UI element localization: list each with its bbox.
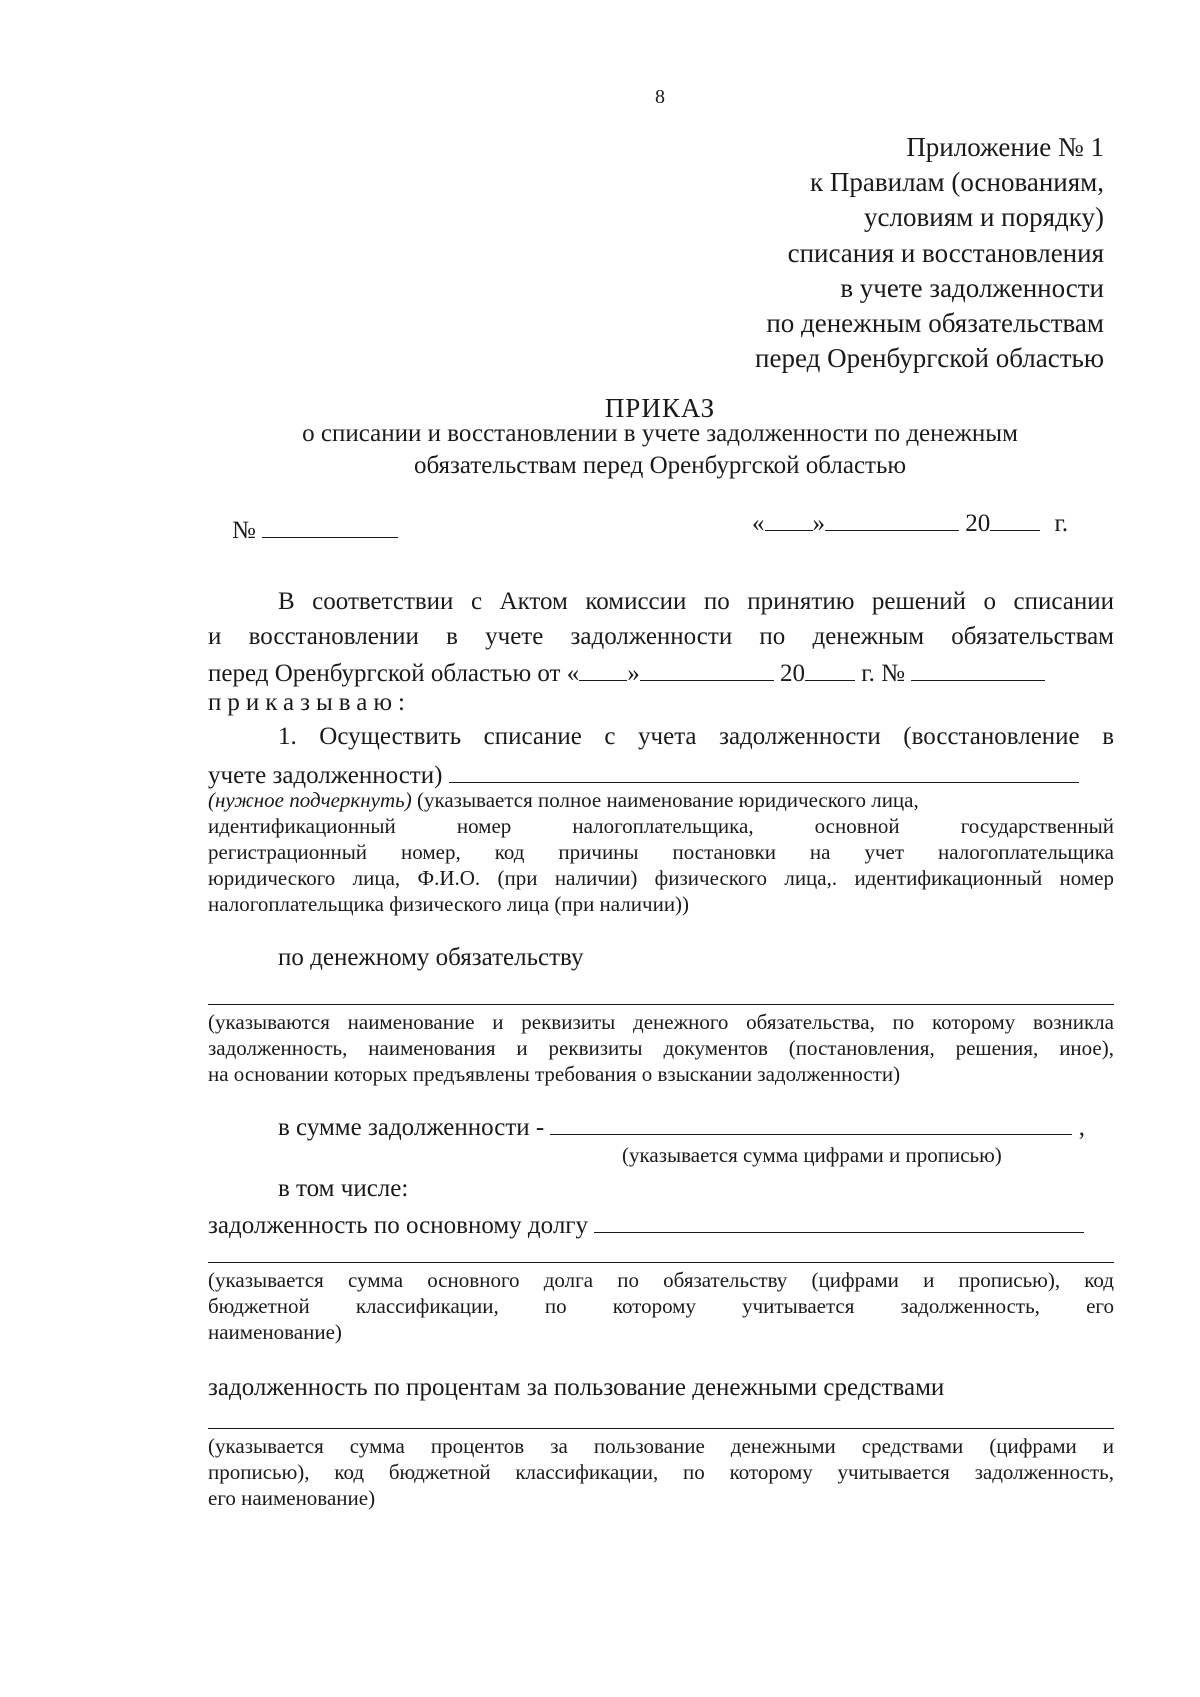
subtitle-line: обязательствам перед Оренбургской областью [413,452,907,479]
appendix-line: по денежным обязательствам [766,308,1104,339]
note-2-line: (указываются наименование и реквизиты денежного обязательства, по которому возникла [208,1010,1114,1034]
item-1-line [208,757,1079,790]
sum-line [278,1109,1085,1142]
appendix-line: списания и восстановления [787,237,1104,268]
note-4-line: (указывается сумма процентов за пользование денежными средствами (цифрами и [208,1434,1114,1458]
obligation-blank[interactable] [208,1004,1114,1005]
appendix-line: к Правилам (основаниям, [810,167,1104,198]
obligation-label: по денежному обязательству [278,944,584,971]
order-number-blank[interactable] [262,512,398,538]
note-2-line: задолженность, наименования и реквизиты документов (постановления, решения, иное), [208,1036,1114,1060]
principal-blank[interactable] [594,1207,1084,1233]
act-day-blank[interactable] [579,655,627,681]
year-prefix: 20 [965,510,991,537]
quote-close: » [812,510,825,537]
note-3-line: наименование) [208,1320,342,1344]
note-4-line: его наименование) [208,1486,376,1510]
note-1-line: налогоплательщика физического лица (при наличии)) [208,892,690,916]
paragraph-line-date [208,655,1045,688]
note-4-line: прописью), код бюджетной классификации, по которому учитывается задолженность, [208,1460,1114,1484]
sum-note: (указывается сумма цифрами и прописью) [622,1143,1002,1167]
note-2-line: на основании которых предъявлены требования о взыскании задолженности) [208,1062,901,1086]
appendix-line: перед Оренбургской областью [755,343,1104,374]
act-date-prefix: перед Оренбургской областью от « [208,660,580,687]
principal-detail-blank[interactable] [208,1262,1114,1263]
note-1-line: регистрационный номер, код причины постановки на учет налогоплательщика [208,840,1114,864]
note-1-line: идентификационный номер налогоплательщика, основной государственный [208,814,1114,838]
note-1-italic: (нужное подчеркнуть) [208,788,412,812]
day-blank[interactable] [765,505,813,531]
note-1-text: (указывается полное наименование юридического лица, [416,788,919,812]
item-1-line: 1. Осуществить списание с учета задолженности (восстановление в [278,723,1114,750]
act-number-blank[interactable] [911,655,1045,681]
note-3-line: бюджетной классификации, по которому учитывается задолженность, его [208,1294,1114,1318]
paragraph-line: В соответствии с Актом комиссии по принятию решений о списании [278,588,1114,615]
appendix-line: в учете задолженности [840,272,1104,303]
document-title: ПРИКАЗ [604,393,716,423]
month-blank[interactable] [825,505,959,531]
year-blank[interactable] [990,505,1040,531]
document-subtitle [0,418,1200,482]
sum-comma: , [1078,1114,1085,1141]
note-3-line: (указывается сумма основного долга по обязательству (цифрами и прописью), код [208,1268,1114,1292]
order-date-field [752,505,1068,538]
sum-label: в сумме задолженности - [278,1114,545,1141]
order-number-field [232,512,398,545]
appendix-line: условиям и порядку) [864,202,1104,233]
number-sign: № [232,517,256,544]
act-year-blank[interactable] [805,655,855,681]
principal-line [208,1207,1084,1240]
subtitle-line: о списании и восстановлении в учете задолженности по денежным [302,420,1018,447]
appendix-line: Приложение № 1 [906,132,1104,162]
debtor-blank[interactable] [449,757,1079,783]
year-suffix: г. [1054,510,1069,537]
page-number: 8 [655,86,665,108]
item-1-label: учете задолженности) [208,762,443,789]
act-year-prefix: 20 [779,660,805,687]
appendix-block [755,130,1104,376]
interest-blank[interactable] [208,1428,1114,1429]
quote-open: « [752,510,765,537]
note-1-line: юридического лица, Ф.И.О. (при наличии) физического лица,. идентификационный номер [208,866,1114,890]
act-number-sign: г. № [861,660,906,687]
order-word: приказываю: [208,689,411,716]
note-1-line [208,788,1114,813]
paragraph-line: и восстановлении в учете задолженности по денежным обязательствам [208,623,1114,650]
interest-label: задолженность по процентам за пользование денежными средствами [208,1374,945,1401]
act-month-blank[interactable] [640,655,774,681]
sum-blank[interactable] [550,1109,1072,1135]
including-label: в том числе: [278,1175,409,1202]
principal-label: задолженность по основному долгу [208,1212,589,1239]
act-quote-close: » [627,660,640,687]
